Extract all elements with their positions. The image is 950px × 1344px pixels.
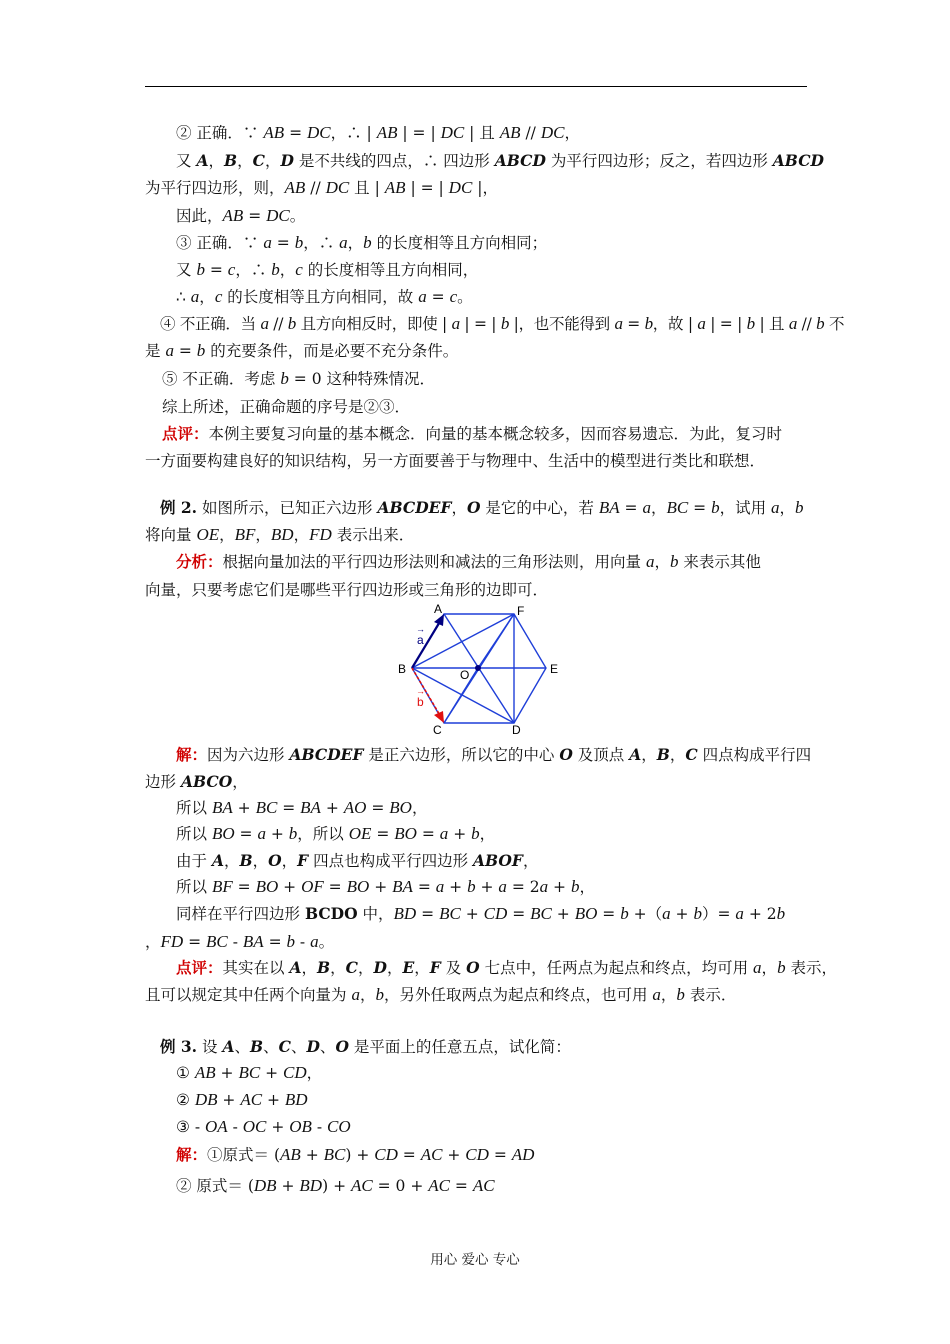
text-line-20: 所以 BA + BC = BA + AO = BO， — [176, 798, 428, 817]
text-line-9: 是 a = b 的充要条件，而是必要不充分条件。 — [145, 341, 459, 360]
text-line-26: 点评：其实在以 A，B，C，D，E，F 及 O 七点中，任两点为起点和终点，均可用 a，b 表示， — [176, 958, 837, 977]
text-line-31: ③ - OA - OC + OB - CO — [176, 1117, 351, 1136]
text-line-30: ② DB + AC + BD — [176, 1090, 308, 1109]
text-line-15: 将向量 OE，BF，BD，FD 表示出来． — [145, 525, 415, 544]
text-line-16: 分析：根据向量加法的平行四边形法则和减法的三角形法则，用向量 a，b 来表示其他 — [176, 552, 761, 571]
text-line-18: 解：因为六边形 ABCDEF 是正六边形，所以它的中心 O 及顶点 A，B，C 四点构成平行四 — [176, 745, 812, 764]
text-line-2: 又 A，B，C，D 是不共线的四点，∴ 四边形 ABCD 为平行四边形；反之，若四边形 ABCD — [176, 151, 824, 170]
svg-text:→: → — [416, 624, 425, 634]
svg-text:→: → — [416, 686, 425, 696]
text-line-33: ② 原式＝ (DB + BD) + AC = 0 + AC = AC — [176, 1176, 495, 1195]
text-line-22: 由于 A，B，O，F 四点也构成平行四边形 ABOF， — [176, 851, 539, 870]
text-line-4: 因此，AB = DC。 — [176, 206, 306, 225]
text-line-12: 点评：本例主要复习向量的基本概念．向量的基本概念较多，因而容易遗忘．为此，复习时 — [162, 424, 783, 443]
text-line-21: 所以 BO = a + b，所以 OE = BO = a + b， — [176, 824, 496, 843]
label-vec-b: b — [417, 695, 424, 709]
label-O: O — [460, 668, 470, 682]
hexagon-figure — [396, 600, 562, 736]
text-line-7: ∴ a，c 的长度相等且方向相同，故 a = c。 — [176, 287, 473, 306]
header-rule — [145, 86, 807, 87]
text-line-17: 向量，只要考虑它们是哪些平行四边形或三角形的边即可． — [145, 581, 549, 599]
center-point — [475, 665, 481, 671]
text-line-27: 且可以规定其中任两个向量为 a，b，另外任取两点为起点和终点，也可用 a，b 表示． — [145, 985, 737, 1004]
text-line-1: ② 正确．∵ AB = DC，∴ | AB | = | DC | 且 AB // DC， — [176, 123, 580, 142]
text-line-6: 又 b = c，∴ b，c 的长度相等且方向相同， — [176, 260, 479, 279]
text-line-10: ⑤ 不正确．考虑 b = 0 这种特殊情况． — [162, 369, 435, 388]
label-F: F — [517, 604, 525, 618]
text-line-5: ③ 正确．∵ a = b，∴ a，b 的长度相等且方向相同； — [176, 233, 548, 252]
text-line-8: ④ 不正确．当 a // b 且方向相反时，即使 | a | = | b |，也不能得到 a = b，故 | a | = | b | 且 a // b 不 — [160, 314, 845, 333]
text-line-19: 边形 ABCO， — [145, 772, 248, 791]
text-line-13: 一方面要构建良好的知识结构，另一方面要善于与物理中、生活中的模型进行类比和联想． — [145, 452, 766, 470]
text-line-29: ① AB + BC + CD， — [176, 1063, 323, 1082]
text-line-25: ，FD = BC - BA = b - a。 — [145, 932, 335, 951]
text-line-3: 为平行四边形，则，AB // DC 且 | AB | = | DC |， — [145, 178, 498, 197]
label-vec-a: a — [417, 633, 424, 647]
label-E: E — [550, 662, 559, 676]
text-line-14: 例 2. 如图所示，已知正六边形 ABCDEF，O 是它的中心，若 BA = a，BC = b，试用 a，b — [160, 498, 804, 517]
text-line-11: 综上所述，正确命题的序号是②③． — [162, 398, 411, 416]
text-line-32: 解：①原式＝ (AB + BC) + CD = AC + CD = AD — [176, 1145, 535, 1164]
text-line-28: 例 3. 设 A、B、C、D、O 是平面上的任意五点，试化简： — [160, 1037, 571, 1056]
text-line-24: 同样在平行四边形 BCDO 中，BD = BC + CD = BC + BO = b +（a + b）= a + 2b — [176, 904, 786, 923]
label-B: B — [398, 662, 407, 676]
page-footer: 用心 爱心 专心 — [430, 1252, 520, 1268]
label-C: C — [433, 723, 442, 736]
vector-b-arrowhead — [434, 711, 444, 723]
label-A: A — [434, 602, 443, 616]
text-line-23: 所以 BF = BO + OF = BO + BA = a + b + a = 2a + b， — [176, 877, 595, 896]
label-D: D — [512, 723, 521, 736]
